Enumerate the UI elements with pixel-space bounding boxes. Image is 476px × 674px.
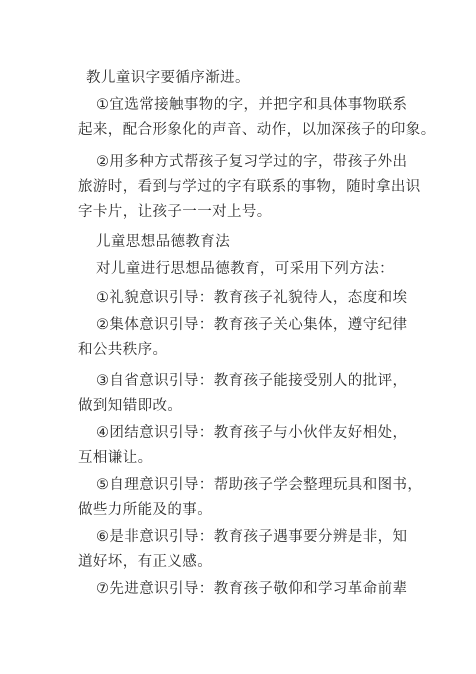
paragraph-intro: [86, 66, 426, 91]
list-item-1: [96, 286, 436, 311]
paragraph-tip-1: [78, 93, 436, 143]
text-line: ①礼貌意识引导：教育孩子礼貌待人，态度和埃: [96, 290, 408, 306]
text-line: ⑤自理意识引导：帮助孩子学会整理玩具和图书，: [96, 477, 423, 493]
list-item-7: [96, 577, 436, 602]
text-line: 对儿童进行思想品德教育，可采用下列方法：: [96, 261, 394, 277]
paragraph-method-intro: [96, 257, 436, 282]
paragraph-tip-2: [78, 150, 436, 225]
text-line: 字卡片，让孩子一一对上号。: [78, 204, 272, 220]
text-line: ②集体意识引导：教育孩子关心集体，遵守纪律: [96, 317, 408, 333]
text-line: 和公共秩序。: [78, 342, 168, 358]
list-item-6: [78, 525, 436, 575]
text-line: ⑥是非意识引导：教育孩子遇事要分辨是非，知: [96, 529, 408, 545]
text-line: 旅游时，看到与学过的字有联系的事物，随时拿出识: [78, 179, 421, 195]
text-line: 做到知错即改。: [78, 398, 183, 414]
text-line: 互相谦让。: [78, 450, 153, 466]
text-line: 儿童思想品德教育法: [96, 234, 231, 250]
list-item-5: [78, 473, 436, 523]
text-line: ③自省意识引导：教育孩子能接受别人的批评，: [96, 373, 408, 389]
text-line: ④团结意识引导：教育孩子与小伙伴友好相处，: [96, 425, 408, 441]
text-line: ⑦先进意识引导：教育孩子敬仰和学习革命前辈: [96, 581, 408, 597]
text-line: 起来，配合形象化的声音、动作，以加深孩子的印象。: [78, 122, 436, 138]
text-line: 道好坏，有正义感。: [78, 554, 213, 570]
list-item-3: [78, 369, 436, 419]
text-line: ②用多种方式帮孩子复习学过的字，带孩子外出: [96, 154, 408, 170]
list-item-4: [78, 421, 436, 471]
section-heading: [96, 230, 436, 255]
text-line: 做些力所能及的事。: [78, 502, 213, 518]
list-item-2: [78, 313, 436, 363]
text-line: ①宜选常接触事物的字，并把字和具体事物联系: [96, 97, 408, 113]
text-line: 教儿童识字要循序渐进。: [86, 70, 250, 86]
